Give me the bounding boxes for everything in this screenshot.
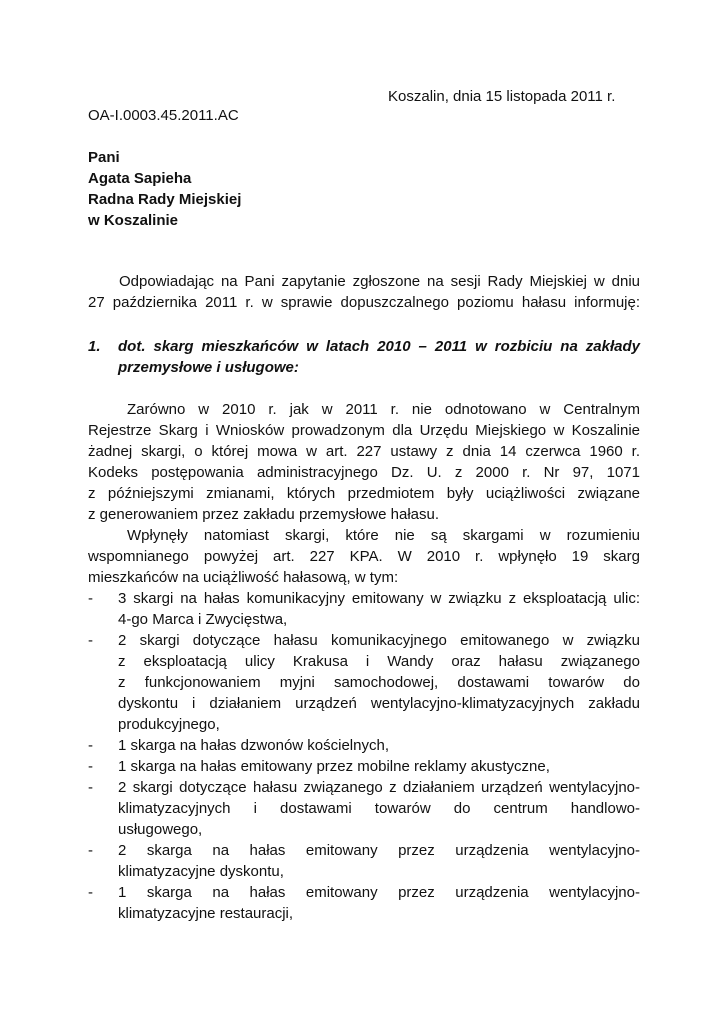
paragraph-line: z generowaniem przez zakładu przemysłowe hałasu. xyxy=(88,506,440,523)
list-bullet: - xyxy=(88,632,93,649)
list-item-line: 2 skargi dotyczące hałasu komunikacyjnego emitowanego w związku xyxy=(118,632,640,649)
paragraph-line: żadnej skargi, o której mowa w art. 227 ustawy z dnia 14 czerwca 1960 r. xyxy=(88,443,640,460)
list-item-line: 1 skarga na hałas emitowany przez mobilne reklamy akustyczne, xyxy=(118,758,550,775)
list-item-line: z funkcjonowaniem myjni samochodowej, dostawami towarów do xyxy=(118,674,640,691)
list-bullet: - xyxy=(88,758,93,775)
list-bullet: - xyxy=(88,590,93,607)
list-item-line: klimatyzacyjne restauracji, xyxy=(118,905,294,922)
paragraph-line: z późniejszymi zmianami, których przedmiotem były uciążliwości związane xyxy=(88,485,640,502)
recipient-line-1: Pani xyxy=(88,149,120,166)
paragraph-line: mieszkańców na uciążliwość hałasową, w tym: xyxy=(88,569,399,586)
list-item-line: dyskontu i działaniem urządzeń wentylacyjno-klimatyzacyjnych zakładu xyxy=(118,695,640,712)
recipient-title: Radna Rady Miejskiej xyxy=(88,191,242,208)
reference-number: OA-I.0003.45.2011.AC xyxy=(88,107,239,124)
section-number: 1. xyxy=(88,338,101,355)
list-bullet: - xyxy=(88,779,93,796)
list-bullet: - xyxy=(88,842,93,859)
list-item-line: z eksploatacją ulicy Krakusa i Wandy oraz hałasu związanego xyxy=(118,653,640,670)
list-item-line: usługowego, xyxy=(118,821,203,838)
list-bullet: - xyxy=(88,884,93,901)
paragraph-line: Wpłynęły natomiast skargi, które nie są skargami w rozumieniu xyxy=(127,527,640,544)
paragraph-line: Kodeks postępowania administracyjnego Dz. U. z 2000 r. Nr 97, 1071 xyxy=(88,464,640,481)
intro-line: 27 października 2011 r. w sprawie dopuszczalnego poziomu hałasu informuję: xyxy=(88,294,640,311)
paragraph-line: Rejestrze Skarg i Wniosków prowadzonym dla Urzędu Miejskiego w Koszalinie xyxy=(88,422,640,439)
paragraph-line: wspomnianego powyżej art. 227 KPA. W 2010 r. wpłynęło 19 skarg xyxy=(88,548,640,565)
list-item-line: klimatyzacyjnych i dostawami towarów do centrum handlowo- xyxy=(118,800,640,817)
list-item-line: 3 skargi na hałas komunikacyjny emitowany w związku z eksploatacją ulic: xyxy=(118,590,640,607)
intro-line: Odpowiadając na Pani zapytanie zgłoszone na sesji Rady Miejskiej w dniu xyxy=(119,273,640,290)
list-item-line: 2 skargi dotyczące hałasu związanego z działaniem urządzeń wentylacyjno- xyxy=(118,779,640,796)
list-item-line: produkcyjnego, xyxy=(118,716,220,733)
section-title-line: dot. skarg mieszkańców w latach 2010 – 2011 w rozbiciu na zakłady xyxy=(118,338,640,355)
place-date: Koszalin, dnia 15 listopada 2011 r. xyxy=(388,88,616,105)
list-item-line: 1 skarga na hałas emitowany przez urządzenia wentylacyjno- xyxy=(118,884,640,901)
section-title-line: przemysłowe i usługowe: xyxy=(118,359,299,376)
paragraph-line: Zarówno w 2010 r. jak w 2011 r. nie odnotowano w Centralnym xyxy=(127,401,640,418)
list-item-line: 1 skarga na hałas dzwonów kościelnych, xyxy=(118,737,389,754)
list-item-line: 2 skarga na hałas emitowany przez urządzenia wentylacyjno- xyxy=(118,842,640,859)
list-bullet: - xyxy=(88,737,93,754)
list-item-line: klimatyzacyjne dyskontu, xyxy=(118,863,284,880)
list-item-line: 4-go Marca i Zwycięstwa, xyxy=(118,611,288,628)
recipient-name: Agata Sapieha xyxy=(88,170,192,187)
recipient-city: w Koszalinie xyxy=(88,212,179,229)
